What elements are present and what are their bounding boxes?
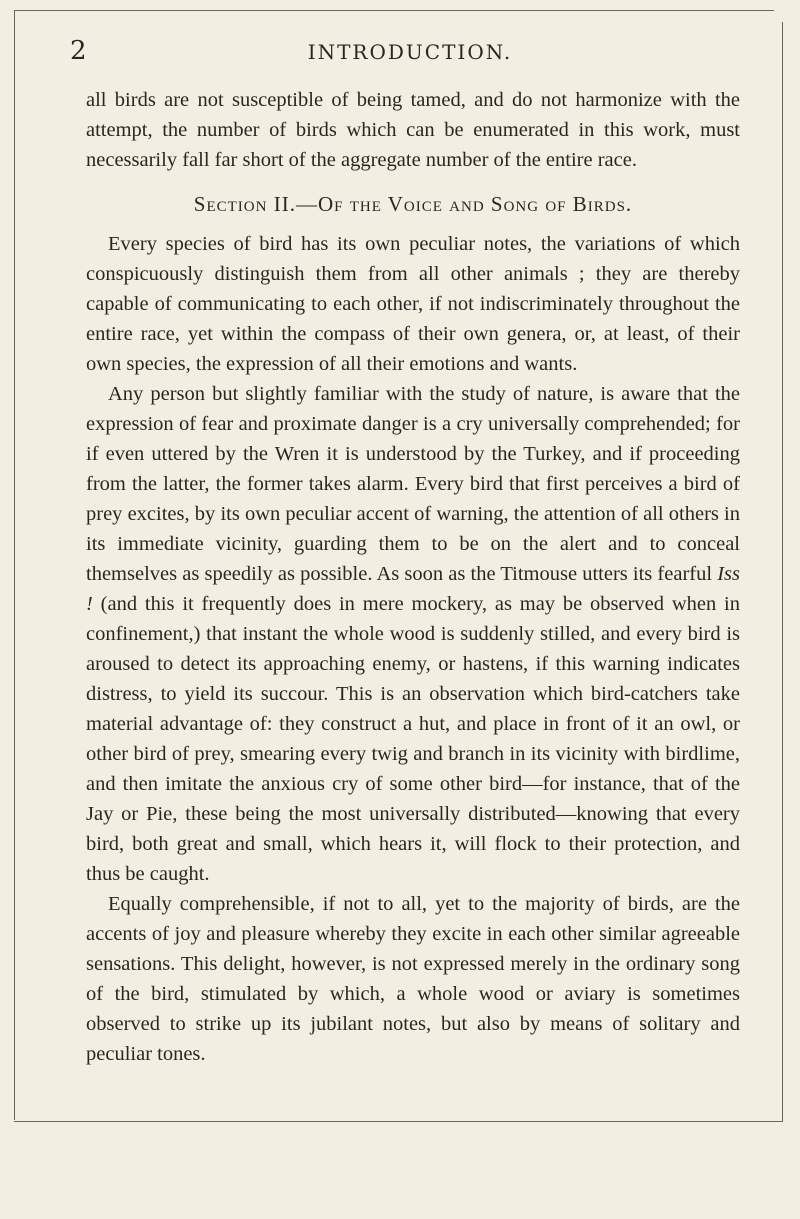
page-header [70,36,750,66]
page-border-top [14,10,774,11]
paragraph-intro: all birds are not susceptible of being tamed, and do not harmonize with the attempt, the number of birds which can be enumerated in this work, must necessarily fall far short of the aggregate number of the entire race. [86,89,740,171]
paragraph-2-italic: Iss ! [86,563,741,615]
running-head: INTRODUCTION. [307,40,513,64]
section-heading: Section II.—Of the Voice and Song of Birds. [193,192,633,216]
paragraph-2 [86,379,740,889]
body-text [86,85,740,1069]
page-number: 2 [70,36,87,66]
page-border-bottom [14,1121,782,1122]
paragraph-2-part-b: (and this it frequently does in mere mockery, as may be observed when in confinement,) that instant the whole wood is suddenly stilled, and every bird is aroused to detect its approaching enemy, or hastens, if this warning indicates distress, to yield its succour. This is an observation which bird-catchers take material advantage of: they construct a hut, and place in front of it an owl, or other bird of prey, smearing every twig and branch in its vicinity with birdlime, and then imitate the anxious cry of some other bird—for instance, that of the Jay or Pie, these being the most universally distributed—knowing that every bird, both great and small, which hears it, will flock to their protection, and thus be caught. [86,593,741,885]
paragraph-3: Equally comprehensible, if not to all, yet to the majority of birds, are the accents of joy and pleasure whereby they excite in each other similar agreeable sensations. This delight, however, is not expressed merely in the ordinary song of the bird, stimulated by which, a whole wood or aviary is sometimes observed to strike up its jubilant notes, but also by means of solitary and peculiar tones. [86,893,740,1065]
paragraph-1: Every species of bird has its own peculiar notes, the variations of which conspicuously distinguish them from all other animals ; they are thereby capable of communicating to each other, if not indiscriminately throughout the entire race, yet within the compass of their own genera, or, at least, of their own species, the expression of all their emotions and wants. [86,233,740,375]
paragraph-2-part-a: Any person but slightly familiar with the study of nature, is aware that the expression of fear and proximate danger is a cry universally comprehended; for if even uttered by the Wren it is understood by the Turkey, and if proceeding from the latter, the former takes alarm. Every bird that first perceives a bird of prey excites, by its own peculiar accent of warning, the attention of all others in its immediate vicinity, guarding them to be on the alert and to conceal themselves as speedily as possible. As soon as the Titmouse utters its fearful [86,383,740,585]
page-border-left [14,10,15,1120]
page-border-right [782,22,783,1122]
